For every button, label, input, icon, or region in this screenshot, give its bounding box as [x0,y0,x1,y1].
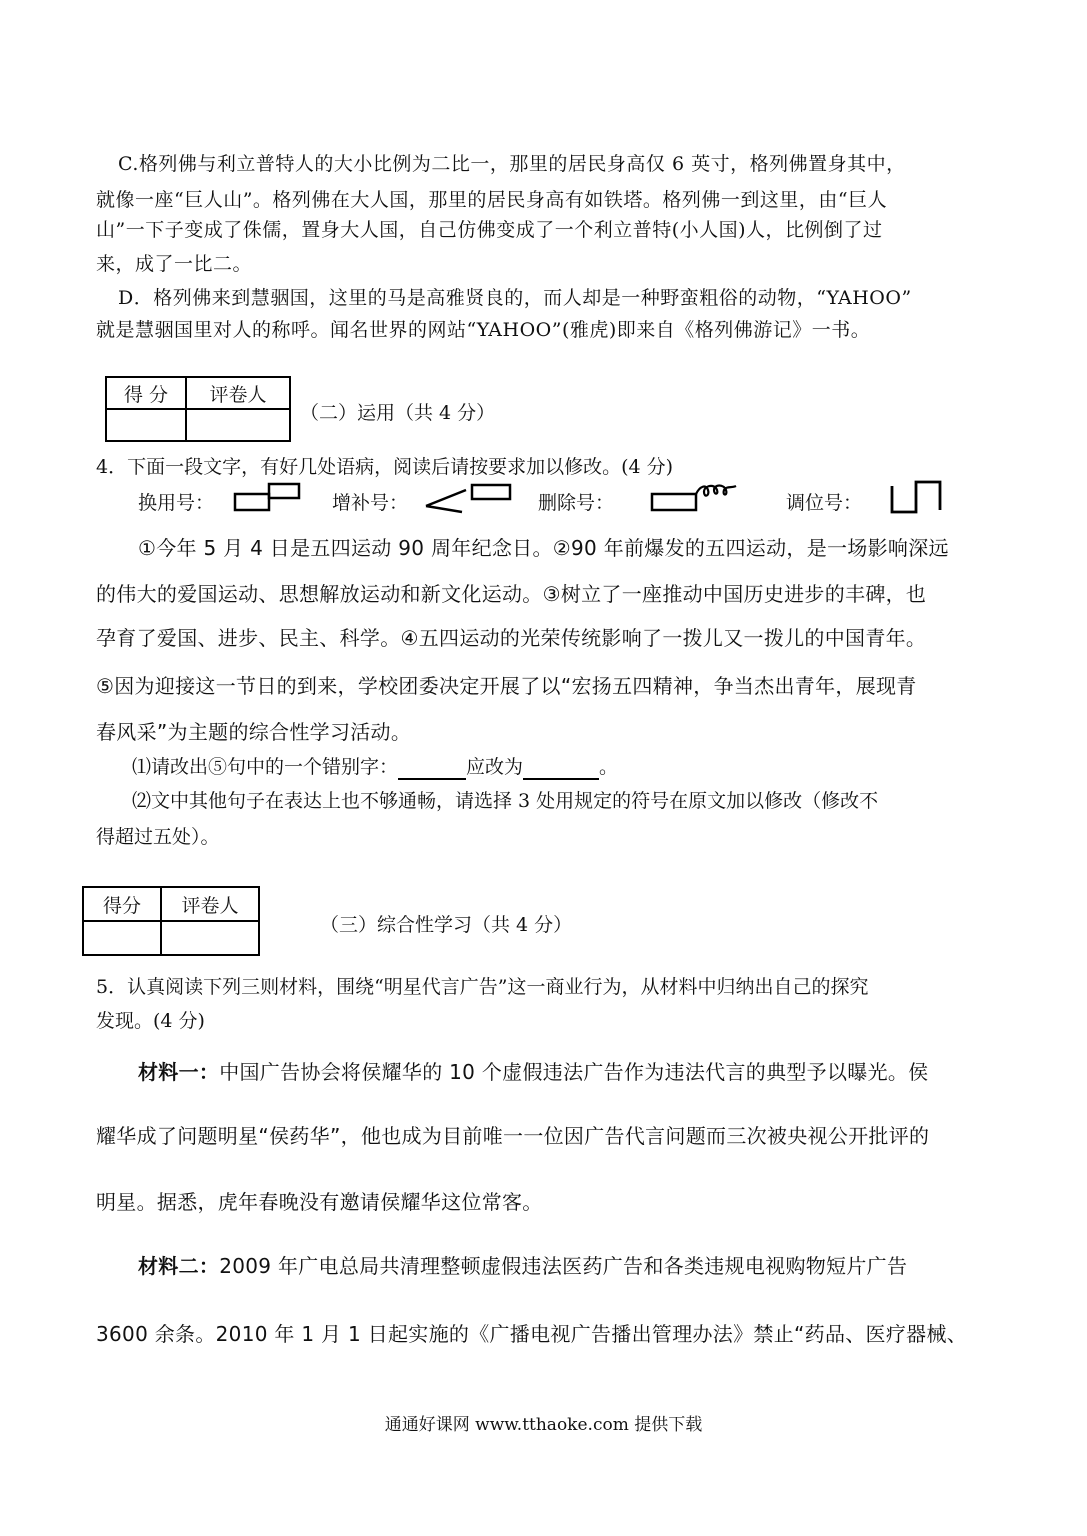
section-3-title: （三）综合性学习（共 4 分） [320,914,573,936]
material-1-line-2: 耀华成了问题明星“侯药华”，他也成为目前唯一一位因广告代言问题而三次被央视公开批评的 [96,1124,930,1148]
material-2-text: 2009 年广电总局共清理整顿虚假违法医药广告和各类违规电视购物短片广告 [219,1254,908,1278]
correct-char-blank[interactable] [523,756,599,780]
grader-cell[interactable] [161,921,259,955]
option-d-line-1: D．格列佛来到慧骃国，这里的马是高雅贤良的，而人却是一种野蛮粗俗的动物，“YAHOO” [118,287,912,309]
delete-symbol-label: 删除号： [538,492,615,514]
score-table-2 [82,886,260,956]
material-1-label: 材料一： [138,1060,220,1084]
passage-line-3: 孕育了爱国、进步、民主、科学。④五四运动的光荣传统影响了一拨儿又一拨儿的中国青年。 [96,626,927,650]
q5-prompt-line-2: 发现。(4 分) [96,1010,205,1032]
section-2-title: （二）运用（共 4 分） [300,402,496,424]
passage-line-1: ①今年 5 月 4 日是五四运动 90 周年纪念日。②90 年前爆发的五四运动，是一场影响深远 [138,536,949,560]
material-2-label: 材料二： [138,1254,220,1278]
insert-symbol-label: 增补号： [332,492,409,514]
material-1-text: 中国广告协会将侯耀华的 10 个虚假违法广告作为违法代言的典型予以曝光。侯 [219,1060,929,1084]
score-table-1 [105,376,291,442]
option-c-line-4: 来，成了一比二。 [96,253,253,275]
score-cell[interactable] [83,921,161,955]
q4-sub1-text-b: 应改为 [466,756,524,778]
q4-prompt: 4．下面一段文字，有好几处语病，阅读后请按要求加以修改。(4 分) [96,456,674,478]
q4-sub1-text-c: 。 [599,756,619,778]
material-2-line-2: 3600 余条。2010 年 1 月 1 日起实施的《广播电视广告播出管理办法》禁止“药品、医疗器械、 [96,1322,968,1346]
q5-prompt-line-1: 5．认真阅读下列三则材料，围绕“明星代言广告”这一商业行为，从材料中归纳出自己的探究 [96,976,869,998]
option-c-line-2: 就像一座“巨人山”。格列佛在大人国，那里的居民身高有如铁塔。格列佛一到这里，由“巨人 [96,189,888,211]
delete-mark-icon [648,480,744,516]
correction-symbols-row [0,488,1087,528]
grader-header: 评卷人 [161,887,259,921]
score-cell[interactable] [106,409,186,441]
material-1-line-3: 明星。据悉，虎年春晚没有邀请侯耀华这位常客。 [96,1190,543,1214]
q4-sub1-text-a: ⑴请改出⑤句中的一个错别字： [132,756,399,778]
passage-line-2: 的伟大的爱国运动、思想解放运动和新文化运动。③树立了一座推动中国历史进步的丰碑，也 [96,582,927,606]
move-symbol-label: 调位号： [786,492,863,514]
q4-sub2-line-2: 得超过五处）。 [96,826,220,848]
passage-line-4: ⑤因为迎接这一节日的到来，学校团委决定开展了以“宏扬五四精神，争当杰出青年，展现青 [96,674,917,698]
option-d-line-2: 就是慧骃国里对人的称呼。闻名世界的网站“YAHOO”(雅虎)即来自《格列佛游记》一书。 [96,319,871,341]
passage-line-5: 春风采”为主题的综合性学习活动。 [96,720,412,744]
material-1-line-1 [138,1056,928,1085]
transpose-mark-icon [888,478,950,518]
material-2-line-1 [138,1250,907,1279]
score-header: 得 分 [106,377,186,409]
grader-cell[interactable] [186,409,290,441]
page-footer: 通通好课网 www.tthaoke.com 提供下载 [384,1415,703,1435]
q4-sub2-line-1: ⑵文中其他句子在表达上也不够通畅，请选择 3 处用规定的符号在原文加以修改（修改不 [132,790,879,812]
insert-mark-icon [422,482,514,516]
option-c-line-1: C.格列佛与利立普特人的大小比例为二比一，那里的居民身高仅 6 英寸，格列佛置身其中， [118,153,906,175]
grader-header: 评卷人 [186,377,290,409]
option-c-line-3: 山”一下子变成了侏儒，置身大人国，自己仿佛变成了一个利立普特(小人国)人，比例倒了过 [96,219,883,241]
replace-symbol-label: 换用号： [138,492,215,514]
score-header: 得分 [83,887,161,921]
q4-sub1 [132,752,618,780]
wrong-char-blank[interactable] [398,756,466,780]
replace-mark-icon [232,482,304,516]
